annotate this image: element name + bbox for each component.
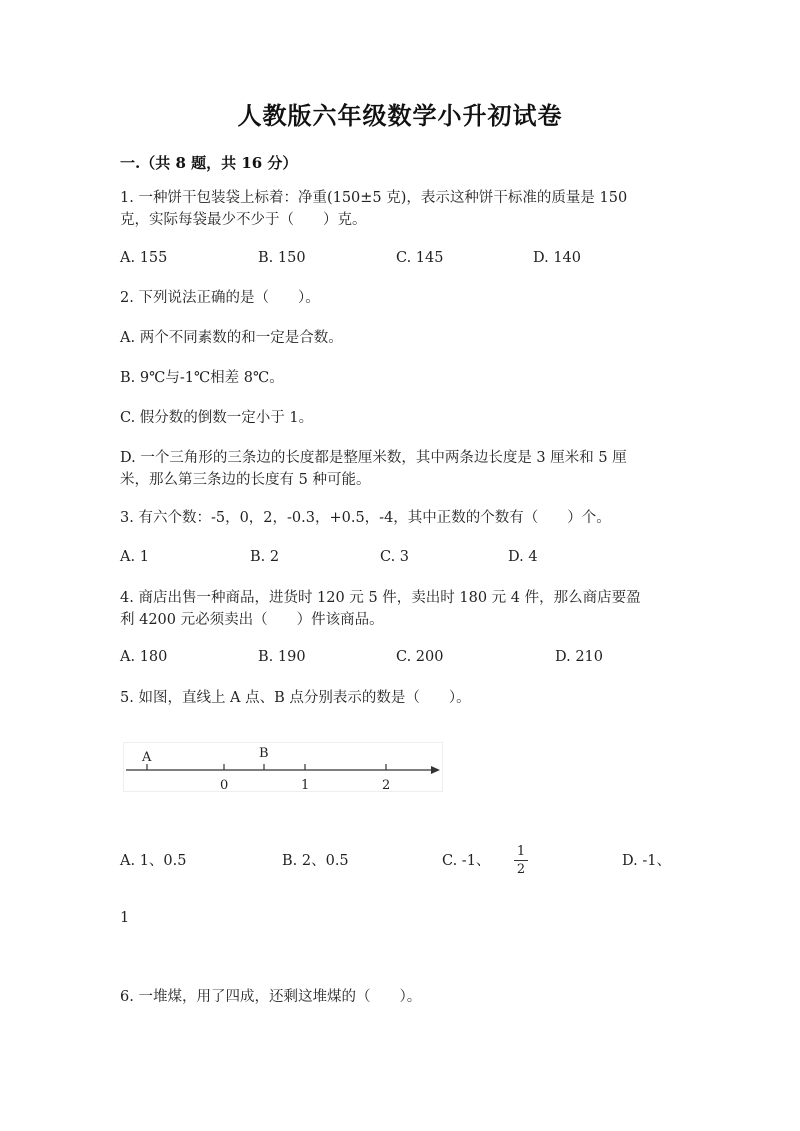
q2-option-a: A. 两个不同素数的和一定是合数。: [120, 330, 343, 346]
q2-option-d-line-2: 米，那么第三条边的长度有 5 种可能。: [120, 472, 371, 488]
q3-option-d: D. 4: [508, 549, 538, 565]
fraction-numerator: 1: [516, 844, 526, 859]
question-4-line-1: 4. 商店出售一种商品，进货时 120 元 5 件，卖出时 180 元 4 件，那么商店要盈: [120, 590, 641, 606]
number-line-figure: [123, 742, 443, 792]
q4-option-b: B. 190: [258, 649, 306, 665]
q3-option-c: C. 3: [380, 549, 410, 565]
q5-option-c: C. -1、: [442, 853, 491, 869]
question-1-line-1: 1. 一种饼干包装袋上标着：净重(150±5 克)，表示这种饼干标准的质量是 150: [120, 190, 628, 206]
question-4-line-2: 利 4200 元必须卖出（ ）件该商品。: [120, 612, 384, 628]
q1-option-c: C. 145: [396, 250, 444, 266]
q1-option-d: D. 140: [533, 250, 582, 266]
q5-option-b: B. 2、0.5: [282, 853, 349, 869]
q2-option-d-line-1: D. 一个三角形的三条边的长度都是整厘米数，其中两条边长度是 3 厘米和 5 厘: [120, 450, 627, 466]
fraction-bar: [514, 860, 528, 861]
q3-option-a: A. 1: [120, 549, 149, 565]
number-line-svg: [124, 743, 442, 791]
q5-option-c-fraction: [514, 844, 528, 877]
q4-option-d: D. 210: [555, 649, 604, 665]
tick-label-one: 1: [301, 778, 310, 791]
q3-option-b: B. 2: [250, 549, 280, 565]
q1-option-a: A. 155: [120, 250, 168, 266]
q5-option-a: A. 1、0.5: [120, 853, 187, 869]
q4-option-a: A. 180: [120, 649, 168, 665]
section-heading: 一.（共 8 题，共 16 分）: [120, 154, 298, 172]
q5-option-d: D. -1、: [622, 853, 671, 869]
point-a-label: A: [142, 750, 152, 765]
question-1-line-2: 克，实际每袋最少不少于（ ）克。: [120, 212, 367, 228]
q2-option-b: B. 9℃与-1℃相差 8℃。: [120, 370, 284, 386]
question-3-stem: 3. 有六个数：-5，0，2，-0.3，+0.5，-4，其中正数的个数有（ ）个。: [120, 510, 611, 526]
number-line-arrowhead: [431, 766, 440, 774]
question-5-stem: 5. 如图，直线上 A 点、B 点分别表示的数是（ ）。: [120, 690, 471, 706]
tick-label-zero: 0: [220, 778, 229, 791]
q1-option-b: B. 150: [258, 250, 306, 266]
q5-option-d-wrap: 1: [120, 910, 130, 926]
q2-option-c: C. 假分数的倒数一定小于 1。: [120, 410, 314, 426]
question-6-stem: 6. 一堆煤，用了四成，还剩这堆煤的（ ）。: [120, 989, 422, 1005]
page-title: 人教版六年级数学小升初试卷: [237, 101, 563, 130]
fraction-denominator: 2: [516, 862, 526, 877]
q4-option-c: C. 200: [396, 649, 444, 665]
tick-label-two: 2: [382, 778, 391, 791]
question-2-stem: 2. 下列说法正确的是（ ）。: [120, 290, 320, 306]
point-b-label: B: [259, 746, 269, 761]
